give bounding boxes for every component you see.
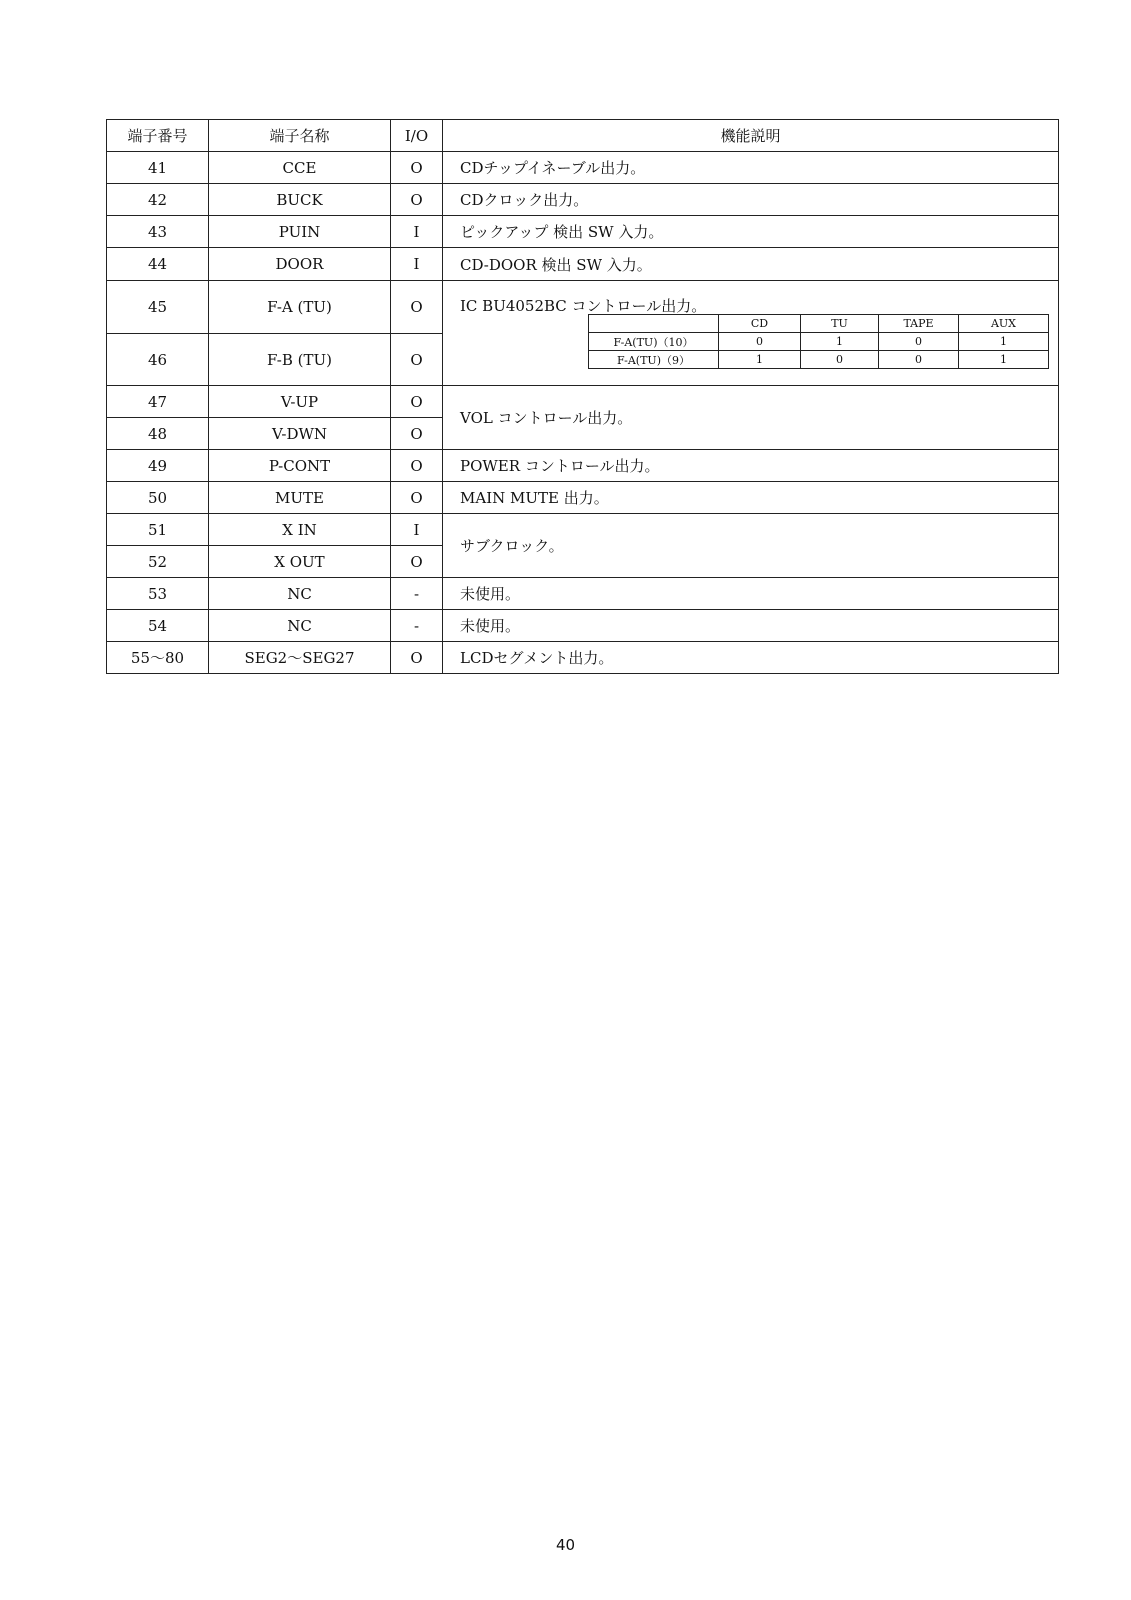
header-pin-number: 端子番号 xyxy=(107,120,209,152)
pin-name: MUTE xyxy=(209,482,391,514)
header-function: 機能説明 xyxy=(443,120,1059,152)
header-pin-name: 端子名称 xyxy=(209,120,391,152)
truth-table-row xyxy=(589,351,1049,369)
truth-cell: 1 xyxy=(959,333,1049,351)
pin-io: O xyxy=(391,450,443,482)
truth-table-row xyxy=(589,333,1049,351)
header-io: I/O xyxy=(391,120,443,152)
pin-number: 43 xyxy=(107,216,209,248)
pin-io: I xyxy=(391,216,443,248)
table-row xyxy=(107,216,1059,248)
pin-io: O xyxy=(391,546,443,578)
pin-description: POWER コントロール出力。 xyxy=(443,450,1059,482)
pin-io: O xyxy=(391,386,443,418)
pin-io: O xyxy=(391,482,443,514)
pin-number: 44 xyxy=(107,248,209,281)
pin-io: O xyxy=(391,184,443,216)
pin-number: 42 xyxy=(107,184,209,216)
table-row xyxy=(107,248,1059,281)
pin-number: 51 xyxy=(107,514,209,546)
table-row xyxy=(107,578,1059,610)
pin-io: I xyxy=(391,514,443,546)
table-row xyxy=(107,281,1059,334)
truth-header-aux: AUX xyxy=(959,315,1049,333)
pin-description: CDチップイネーブル出力。 xyxy=(443,152,1059,184)
pin-description: CDクロック出力。 xyxy=(443,184,1059,216)
truth-cell: 1 xyxy=(959,351,1049,369)
table-row xyxy=(107,514,1059,546)
table-row xyxy=(107,482,1059,514)
pin-io: I xyxy=(391,248,443,281)
table-row xyxy=(107,610,1059,642)
pin-io: O xyxy=(391,418,443,450)
page-number: 40 xyxy=(555,1536,576,1554)
pin-number: 48 xyxy=(107,418,209,450)
truth-header-blank xyxy=(589,315,719,333)
pin-name: F-B (TU) xyxy=(209,334,391,386)
pin-name: X IN xyxy=(209,514,391,546)
pin-description: 未使用。 xyxy=(443,578,1059,610)
table-header-row xyxy=(107,120,1059,152)
pin-description: MAIN MUTE 出力。 xyxy=(443,482,1059,514)
pin-number: 49 xyxy=(107,450,209,482)
pin-number: 45 xyxy=(107,281,209,334)
pin-function-table xyxy=(106,119,1059,674)
table-row xyxy=(107,386,1059,418)
pin-io: O xyxy=(391,334,443,386)
pin-description: LCDセグメント出力。 xyxy=(443,642,1059,674)
truth-row-label: F-A(TU)（10） xyxy=(589,333,719,351)
pin-number: 53 xyxy=(107,578,209,610)
pin-name: P-CONT xyxy=(209,450,391,482)
truth-cell: 0 xyxy=(801,351,879,369)
pin-number: 55～80 xyxy=(107,642,209,674)
table-row xyxy=(107,450,1059,482)
pin-name: SEG2～SEG27 xyxy=(209,642,391,674)
pin-io: O xyxy=(391,152,443,184)
pin-name: PUIN xyxy=(209,216,391,248)
pin-name: V-UP xyxy=(209,386,391,418)
pin-name: V-DWN xyxy=(209,418,391,450)
truth-header-tu: TU xyxy=(801,315,879,333)
pin-description: VOL コントロール出力。 xyxy=(443,386,1059,450)
truth-cell: 0 xyxy=(879,351,959,369)
table-row xyxy=(107,184,1059,216)
table-row xyxy=(107,642,1059,674)
pin-io: O xyxy=(391,642,443,674)
truth-header-tape: TAPE xyxy=(879,315,959,333)
truth-row-label: F-A(TU)（9） xyxy=(589,351,719,369)
pin-description: ピックアップ 検出 SW 入力。 xyxy=(443,216,1059,248)
pin-number: 52 xyxy=(107,546,209,578)
pin-name: BUCK xyxy=(209,184,391,216)
truth-cell: 0 xyxy=(879,333,959,351)
pin-name: CCE xyxy=(209,152,391,184)
pin-io: - xyxy=(391,578,443,610)
pin-description: CD-DOOR 検出 SW 入力。 xyxy=(443,248,1059,281)
truth-header-cd: CD xyxy=(719,315,801,333)
pin-name: NC xyxy=(209,610,391,642)
pin-description: 未使用。 xyxy=(443,610,1059,642)
truth-cell: 0 xyxy=(719,333,801,351)
control-truth-table xyxy=(588,314,1049,369)
pin-number: 50 xyxy=(107,482,209,514)
table-row xyxy=(107,152,1059,184)
pin-description-cell xyxy=(443,281,1059,386)
truth-cell: 1 xyxy=(801,333,879,351)
pin-name: NC xyxy=(209,578,391,610)
pin-name: F-A (TU) xyxy=(209,281,391,334)
pin-description: IC BU4052BC コントロール出力。 xyxy=(460,297,707,315)
truth-cell: 1 xyxy=(719,351,801,369)
pin-name: X OUT xyxy=(209,546,391,578)
pin-number: 47 xyxy=(107,386,209,418)
pin-description: サブクロック。 xyxy=(443,514,1059,578)
truth-table-header xyxy=(589,315,1049,333)
pin-io: O xyxy=(391,281,443,334)
pin-number: 46 xyxy=(107,334,209,386)
pin-number: 54 xyxy=(107,610,209,642)
pin-name: DOOR xyxy=(209,248,391,281)
pin-number: 41 xyxy=(107,152,209,184)
pin-io: - xyxy=(391,610,443,642)
